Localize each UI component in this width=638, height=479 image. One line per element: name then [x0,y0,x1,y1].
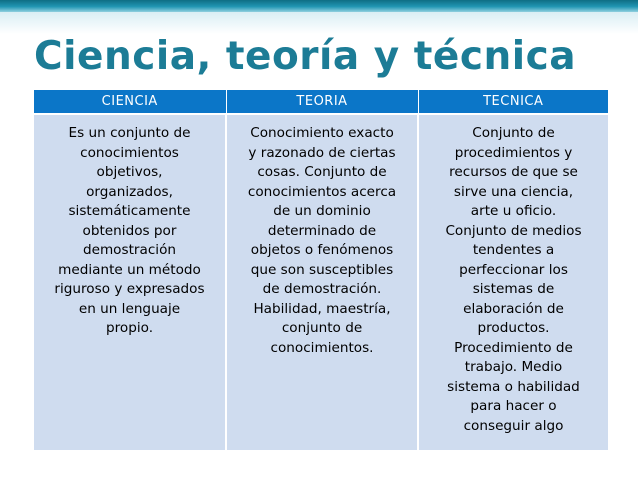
cell-line: trabajo. Medio [464,359,563,375]
slide-title: Ciencia, teoría y técnica [34,34,577,79]
cell-line: sirve una ciencia, [453,183,574,200]
cell-line: productos. [477,320,550,336]
cell-line: demostración [82,242,177,258]
cell-teoria [226,114,418,450]
top-bar-gradient [0,12,638,34]
cell-tecnica-text [421,124,606,436]
cell-line: sistemáticamente [68,203,191,219]
cell-line: Procedimiento de [454,339,573,356]
cell-line: que son susceptibles [250,261,394,278]
cell-ciencia-text [36,124,223,339]
cell-line: Conjunto de [472,125,555,141]
cell-line: conseguir algo [463,417,564,434]
cell-tecnica [418,114,608,450]
cell-line: mediante un método [58,261,201,278]
cell-line: cosas. Conjunto de [257,164,387,180]
cell-line: recursos de que se [449,164,578,180]
cell-line: para hacer o [470,398,557,414]
cell-line: propio. [105,320,154,336]
cell-line: arte u oficio. [470,203,557,219]
cell-line: de un dominio [273,203,371,219]
header-tecnica: TECNICA [418,90,608,114]
cell-line: determinado de [267,222,377,239]
cell-line: riguroso y expresados [54,281,205,297]
cell-line: conjunto de [281,320,363,336]
cell-line: objetos o fenómenos [250,242,394,258]
cell-line: obtenidos por [82,222,177,239]
comparison-table [34,90,608,450]
header-ciencia: CIENCIA [34,90,226,114]
cell-line: tendentes a [472,242,555,258]
cell-line: objetivos, [96,164,163,180]
cell-line: perfeccionar los [459,261,568,278]
header-row [34,90,608,114]
cell-line: Conjunto de medios [445,222,582,239]
cell-line: conocimientos [80,144,179,161]
cell-line: Es un conjunto de [68,125,191,141]
cell-ciencia [34,114,226,450]
top-decorative-bar [0,0,638,12]
cell-line: conocimientos. [270,339,374,356]
cell-line: procedimientos y [454,144,573,161]
cell-line: elaboración de [463,300,564,317]
cell-line: Conocimiento exacto [250,125,394,141]
cell-line: Habilidad, maestría, [253,300,391,317]
cell-line: conocimientos acerca [247,183,397,200]
cell-line: y razonado de ciertas [248,144,396,161]
cell-line: en un lenguaje [78,300,181,317]
cell-line: de demostración. [262,281,382,297]
table-row [34,114,608,450]
cell-teoria-text [229,124,415,358]
cell-line: sistema o habilidad [447,378,580,395]
cell-line: sistemas de [472,281,555,297]
cell-line: organizados, [86,183,173,200]
header-teoria: TEORIA [226,90,418,114]
